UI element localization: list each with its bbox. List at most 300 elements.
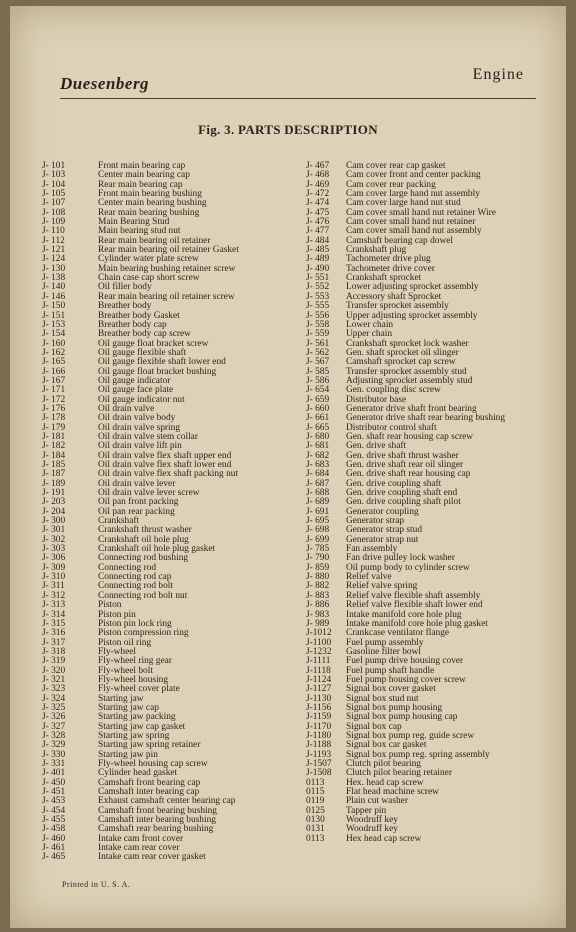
part-number: J- 179: [42, 422, 66, 433]
part-number: J- 313: [42, 600, 66, 611]
part-number: J- 138: [42, 273, 66, 284]
part-number: 0113: [306, 777, 325, 788]
part-row: [42, 312, 304, 321]
part-number: J- 484: [306, 235, 330, 246]
part-number: J- 323: [42, 684, 66, 695]
part-number: J- 558: [306, 319, 330, 330]
part-number: J- 472: [306, 189, 330, 200]
part-description: Woodruff key: [346, 815, 398, 826]
part-number: J- 490: [306, 263, 330, 274]
part-number: J- 172: [42, 394, 66, 405]
part-description: Piston: [98, 600, 122, 611]
part-number: J- 489: [306, 254, 330, 265]
part-row: [42, 685, 304, 694]
part-description: Camshaft rear bearing bushing: [98, 824, 214, 835]
part-description: Fly-wheel ring gear: [98, 656, 172, 667]
part-row: [42, 611, 304, 620]
part-description: Cam cover front and center packing: [346, 170, 481, 181]
part-number: J-1232: [306, 646, 332, 657]
part-row: [42, 592, 304, 601]
part-description: Gen. drive shaft rear oil slinger: [346, 460, 464, 470]
part-description: Signal box stud nut: [346, 693, 419, 704]
part-number: J- 325: [42, 702, 66, 713]
part-number: J- 315: [42, 618, 66, 629]
part-number: J- 688: [306, 488, 330, 499]
part-number: J- 311: [42, 581, 65, 592]
part-description: Fly-wheel cover plate: [98, 684, 180, 695]
part-description: Rear main bearing bushing: [98, 207, 200, 218]
part-description: Starting jaw pin: [98, 749, 158, 760]
part-row: [306, 732, 566, 741]
part-number: J- 454: [42, 805, 66, 816]
part-row: [306, 816, 566, 825]
part-description: Tapper pin: [346, 805, 387, 816]
part-description: Gen. drive shaft thrust washer: [346, 450, 459, 461]
part-number: J-1118: [306, 665, 331, 676]
part-description: Piston pin lock ring: [98, 618, 172, 629]
part-row: [306, 433, 566, 442]
part-number: J- 302: [42, 534, 66, 545]
part-number: J- 465: [42, 852, 66, 863]
part-description: Intake cam front cover: [98, 833, 184, 844]
part-number: J- 585: [306, 366, 330, 377]
part-row: [42, 741, 304, 750]
part-description: Relief valve: [346, 572, 392, 583]
part-description: Oil gauge float bracket screw: [98, 338, 209, 349]
part-number: J- 321: [42, 674, 66, 685]
part-description: Transfer sprocket assembly stud: [346, 366, 467, 377]
part-number: J- 108: [42, 207, 66, 218]
part-number: J- 689: [306, 497, 330, 508]
part-number: 0115: [306, 787, 325, 798]
part-description: Cylinder water plate screw: [98, 254, 199, 265]
part-description: Generator strap stud: [346, 525, 423, 536]
part-description: Generator strap: [346, 516, 405, 527]
part-description: Signal box pump reg. spring assembly: [346, 749, 490, 760]
part-number: J- 124: [42, 254, 66, 265]
part-number: J- 401: [42, 768, 66, 779]
part-number: J- 552: [306, 282, 330, 293]
part-description: Signal box pump housing: [346, 702, 443, 713]
part-number: J- 468: [306, 170, 330, 181]
part-number: J- 146: [42, 291, 66, 302]
part-number: J- 567: [306, 357, 330, 368]
part-description: Distributor base: [346, 394, 407, 405]
part-row: [42, 723, 304, 732]
part-row: [42, 853, 304, 862]
part-description: Hex. head cap screw: [346, 777, 424, 788]
part-number: J- 130: [42, 263, 66, 274]
part-description: Adjusting sprocket assembly stud: [346, 375, 473, 386]
part-number: J- 586: [306, 375, 330, 386]
part-description: Signal box pump housing cap: [346, 712, 458, 723]
part-description: Relief valve flexible shaft lower end: [346, 600, 483, 611]
part-description: Camshaft sprocket cap screw: [346, 357, 456, 368]
part-number: J- 312: [42, 590, 66, 601]
part-description: Oil drain valve lift pin: [98, 441, 182, 452]
part-description: Front main bearing bushing: [98, 189, 202, 200]
part-number: J- 485: [306, 245, 330, 256]
part-number: J- 698: [306, 525, 330, 536]
part-description: Upper adjusting sprocket assembly: [346, 310, 478, 321]
part-description: Starting jaw cap: [98, 702, 159, 713]
part-number: J- 140: [42, 282, 66, 293]
part-number: J- 309: [42, 562, 66, 573]
part-description: Oil gauge indicator: [98, 375, 171, 386]
part-description: Oil gauge indicator nut: [98, 394, 185, 405]
part-description: Rear main bearing oil retainer: [98, 235, 211, 246]
part-row: [42, 274, 304, 283]
part-description: Camshaft front bearing cap: [98, 777, 201, 788]
part-row: [42, 564, 304, 573]
part-description: Starting jaw cap gasket: [98, 721, 186, 732]
part-number: J- 105: [42, 189, 66, 200]
part-description: Clutch pilot bearing: [346, 759, 421, 769]
part-number: 0113: [306, 833, 325, 844]
part-number: J- 320: [42, 665, 66, 676]
part-number: J- 327: [42, 721, 66, 732]
part-description: Oil drain valve flex shaft packing nut: [98, 469, 239, 480]
part-description: Generator drive shaft front bearing: [346, 403, 477, 414]
part-number: J- 453: [42, 796, 66, 807]
part-description: Crankshaft: [98, 516, 140, 527]
part-row: [306, 573, 566, 582]
part-number: J-1111: [306, 656, 331, 667]
part-description: Generator strap nut: [346, 534, 419, 545]
part-description: Breather body: [98, 301, 152, 312]
part-description: Crankshaft plug: [346, 245, 407, 256]
part-row: [42, 554, 304, 563]
parts-list-left: [42, 162, 304, 863]
part-row: [306, 825, 566, 834]
part-number: J- 167: [42, 375, 66, 386]
part-description: Generator drive shaft rear bearing bushing: [346, 413, 506, 424]
part-description: Crankshaft oil hole plug gasket: [98, 544, 216, 555]
part-description: Piston oil ring: [98, 637, 152, 648]
part-description: Oil drain valve flex shaft lower end: [98, 460, 232, 470]
part-number: J- 301: [42, 525, 66, 536]
part-number: J- 191: [42, 488, 66, 499]
part-number: J-1100: [306, 637, 332, 648]
part-description: Lower adjusting sprocket assembly: [346, 282, 479, 293]
part-description: Oil drain valve stem collar: [98, 431, 198, 442]
part-number: J-1193: [306, 749, 332, 760]
part-description: Gasoline filter bowl: [346, 646, 421, 657]
part-row: [306, 526, 566, 535]
part-row: [306, 751, 566, 760]
part-number: J- 306: [42, 553, 66, 564]
part-description: Connecting rod: [98, 562, 157, 573]
part-row: [306, 171, 566, 180]
part-description: Main bearing stud nut: [98, 226, 181, 237]
part-number: J- 683: [306, 460, 330, 470]
part-number: J- 460: [42, 833, 66, 844]
part-row: [306, 508, 566, 517]
part-number: J- 329: [42, 740, 66, 751]
part-description: Upper chain: [346, 329, 393, 340]
part-row: [306, 321, 566, 330]
part-description: Fly-wheel housing cap screw: [98, 759, 208, 769]
part-description: Signal box car gasket: [346, 740, 427, 751]
part-row: [306, 312, 566, 321]
part-row: [306, 639, 566, 648]
part-description: Chain case cap short screw: [98, 273, 200, 284]
part-description: Gen. coupling disc screw: [346, 385, 441, 396]
part-description: Starting jaw: [98, 693, 144, 704]
part-description: Oil pan front packing: [98, 497, 179, 508]
part-number: 0119: [306, 796, 325, 807]
part-description: Signal box cover gasket: [346, 684, 436, 695]
part-number: J-1127: [306, 684, 332, 695]
part-description: Oil gauge flexible shaft: [98, 347, 187, 358]
part-description: Cam cover rear cap gasket: [346, 161, 446, 171]
part-number: J- 176: [42, 403, 66, 414]
part-number: J- 660: [306, 403, 330, 414]
part-row: [306, 255, 566, 264]
part-number: J- 121: [42, 245, 66, 256]
part-number: J- 883: [306, 590, 330, 601]
part-description: Camshaft front bearing bushing: [98, 805, 217, 816]
part-description: Oil gauge float bracket bushing: [98, 366, 217, 377]
part-number: J- 790: [306, 553, 330, 564]
part-number: J- 553: [306, 291, 330, 302]
part-number: J- 184: [42, 450, 66, 461]
part-row: [306, 265, 566, 274]
part-number: J- 695: [306, 516, 330, 527]
part-number: J- 681: [306, 441, 330, 452]
part-number: J- 310: [42, 572, 66, 583]
part-description: Piston pin: [98, 609, 136, 620]
part-number: J- 684: [306, 469, 330, 480]
part-number: J-1507: [306, 759, 332, 769]
part-number: 0130: [306, 815, 325, 826]
part-row: [42, 695, 304, 704]
part-description: Tachometer drive plug: [346, 254, 431, 265]
part-description: Breather body Gasket: [98, 310, 180, 321]
part-number: J- 659: [306, 394, 330, 405]
part-description: Woodruff key: [346, 824, 398, 835]
part-number: J- 551: [306, 273, 330, 284]
part-row: [306, 807, 566, 816]
part-description: Rear main bearing cap: [98, 179, 183, 190]
part-description: Oil drain valve flex shaft upper end: [98, 450, 232, 461]
part-description: Lower chain: [346, 319, 394, 330]
part-number: J- 556: [306, 310, 330, 321]
part-description: Plain cut washer: [346, 796, 408, 807]
part-row: [42, 293, 304, 302]
part-row: [42, 396, 304, 405]
part-number: J- 181: [42, 431, 66, 442]
part-description: Fly-wheel bolt: [98, 665, 153, 676]
part-number: J- 475: [306, 207, 330, 218]
part-row: [306, 246, 566, 255]
part-description: Fan drive pulley lock washer: [346, 553, 455, 564]
part-number: J- 330: [42, 749, 66, 760]
part-number: J- 317: [42, 637, 66, 648]
part-description: Starting jaw packing: [98, 712, 176, 723]
part-number: J- 467: [306, 161, 330, 171]
part-number: J- 559: [306, 329, 330, 340]
part-row: [42, 657, 304, 666]
part-description: Oil pump body to cylinder screw: [346, 562, 470, 573]
part-description: Rear main bearing oil retainer Gasket: [98, 245, 239, 256]
part-number: J- 151: [42, 310, 66, 321]
part-description: Gen. shaft rear housing cap screw: [346, 431, 474, 442]
part-description: Hex head cap screw: [346, 833, 422, 844]
part-number: J- 476: [306, 217, 330, 228]
part-description: Fuel pump shaft handle: [346, 665, 435, 676]
part-description: Cam cover large hand nut assembly: [346, 189, 480, 200]
part-description: Intake manifold core hole plug: [346, 609, 462, 620]
part-description: Transfer sprocket assembly: [346, 301, 449, 312]
part-description: Intake cam rear cover: [98, 843, 180, 854]
part-number: J- 314: [42, 609, 66, 620]
part-description: Connecting rod cap: [98, 572, 172, 583]
part-row: [306, 676, 566, 685]
part-description: Camshaft bearing cap dowel: [346, 235, 453, 246]
part-row: [306, 517, 566, 526]
part-description: Center main bearing bushing: [98, 198, 207, 209]
part-number: J- 680: [306, 431, 330, 442]
part-number: J- 204: [42, 506, 66, 517]
part-number: J- 474: [306, 198, 330, 209]
part-number: J- 455: [42, 815, 66, 826]
part-description: Oil gauge face plate: [98, 385, 174, 396]
part-row: [306, 769, 566, 778]
figure-title: Fig. 3. PARTS DESCRIPTION: [198, 122, 378, 137]
part-description: Relief valve flexible shaft assembly: [346, 590, 481, 601]
part-number: J-1180: [306, 730, 332, 741]
part-number: J- 461: [42, 843, 66, 854]
part-number: J- 859: [306, 562, 330, 573]
part-number: J-1508: [306, 768, 332, 779]
part-description: Fly-wheel housing: [98, 674, 169, 685]
part-number: J- 661: [306, 413, 330, 424]
part-description: Gen. drive coupling shaft pilot: [346, 497, 461, 508]
part-number: J- 458: [42, 824, 66, 835]
part-description: Crankshaft thrust washer: [98, 525, 192, 536]
part-description: Cam cover small hand nut assembly: [346, 226, 482, 237]
part-number: J- 303: [42, 544, 66, 555]
part-description: Main bearing bushing retainer screw: [98, 263, 236, 274]
part-description: Cam cover large hand nut stud: [346, 198, 461, 209]
part-row: [306, 657, 566, 666]
part-description: Generator coupling: [346, 506, 419, 517]
part-number: J-1170: [306, 721, 332, 732]
part-description: Oil drain valve lever screw: [98, 488, 200, 499]
part-number: J- 691: [306, 506, 330, 517]
part-description: Starting jaw spring retainer: [98, 740, 201, 751]
part-row: [42, 368, 304, 377]
part-row: [306, 237, 566, 246]
part-row: [306, 797, 566, 806]
part-description: Oil pan rear packing: [98, 506, 175, 517]
part-number: J- 182: [42, 441, 66, 452]
part-number: J- 665: [306, 422, 330, 433]
part-description: Crankshaft sprocket: [346, 273, 422, 284]
part-number: J- 104: [42, 179, 66, 190]
part-number: J- 203: [42, 497, 66, 508]
part-number: J-1159: [306, 712, 332, 723]
header-rule: [60, 98, 536, 99]
part-row: [42, 601, 304, 610]
part-number: J- 107: [42, 198, 66, 209]
part-description: Crankshaft sprocket lock washer: [346, 338, 469, 349]
part-number: J- 101: [42, 161, 66, 171]
part-description: Signal box pump reg. guide screw: [346, 730, 475, 741]
part-number: J-1188: [306, 740, 332, 751]
part-description: Fuel pump drive housing cover: [346, 656, 464, 667]
part-description: Crankcase ventilator flange: [346, 628, 450, 639]
part-row: [42, 508, 304, 517]
part-row: [42, 667, 304, 676]
parts-list-right: [306, 162, 566, 844]
part-number: J- 150: [42, 301, 66, 312]
part-description: Fan assembly: [346, 544, 398, 555]
part-description: Connecting rod bolt: [98, 581, 173, 592]
part-number: J- 300: [42, 516, 66, 527]
part-number: J- 103: [42, 170, 66, 181]
part-number: J- 153: [42, 319, 66, 330]
part-description: Main Bearing Stud: [98, 217, 170, 228]
part-number: J- 451: [42, 787, 66, 798]
part-description: Gen. drive coupling shaft: [346, 478, 442, 489]
part-number: J- 112: [42, 235, 65, 246]
part-row: [306, 386, 566, 395]
part-number: J- 160: [42, 338, 66, 349]
part-row: [306, 498, 566, 507]
part-number: J- 110: [42, 226, 65, 237]
part-row: [306, 536, 566, 545]
part-description: Fuel pump housing cover screw: [346, 674, 466, 685]
part-description: Rear main bearing oil retainer screw: [98, 291, 235, 302]
part-row: [306, 788, 566, 797]
part-number: J- 880: [306, 572, 330, 583]
part-row: [42, 377, 304, 386]
part-number: J- 326: [42, 712, 66, 723]
part-number: J- 699: [306, 534, 330, 545]
part-number: J- 469: [306, 179, 330, 190]
part-description: Gen. drive shaft: [346, 441, 407, 452]
part-description: Starting jaw spring: [98, 730, 170, 741]
part-description: Intake cam rear cover gasket: [98, 852, 206, 863]
part-description: Front main bearing cap: [98, 161, 186, 171]
part-number: J- 109: [42, 217, 66, 228]
part-number: J- 785: [306, 544, 330, 555]
part-number: J- 562: [306, 347, 330, 358]
part-description: Flat head machine screw: [346, 787, 439, 798]
part-number: J- 165: [42, 357, 66, 368]
part-number: J- 886: [306, 600, 330, 611]
part-description: Cam cover small hand nut retainer Wire: [346, 207, 496, 218]
part-number: J- 555: [306, 301, 330, 312]
part-description: Camshaft inter bearing bushing: [98, 815, 216, 826]
document-page: [10, 6, 566, 928]
part-number: J- 450: [42, 777, 66, 788]
part-number: J- 561: [306, 338, 330, 349]
part-description: Connecting rod bushing: [98, 553, 189, 564]
header-brand: Duesenberg: [60, 74, 150, 93]
part-number: J- 316: [42, 628, 66, 639]
part-number: J- 989: [306, 618, 330, 629]
part-description: Crankshaft oil hole plug: [98, 534, 189, 545]
part-description: Cylinder head gasket: [98, 768, 178, 779]
part-description: Signal box cap: [346, 721, 402, 732]
part-number: J- 187: [42, 469, 66, 480]
part-number: J-1124: [306, 674, 332, 685]
part-number: J-1130: [306, 693, 332, 704]
part-number: J- 983: [306, 609, 330, 620]
